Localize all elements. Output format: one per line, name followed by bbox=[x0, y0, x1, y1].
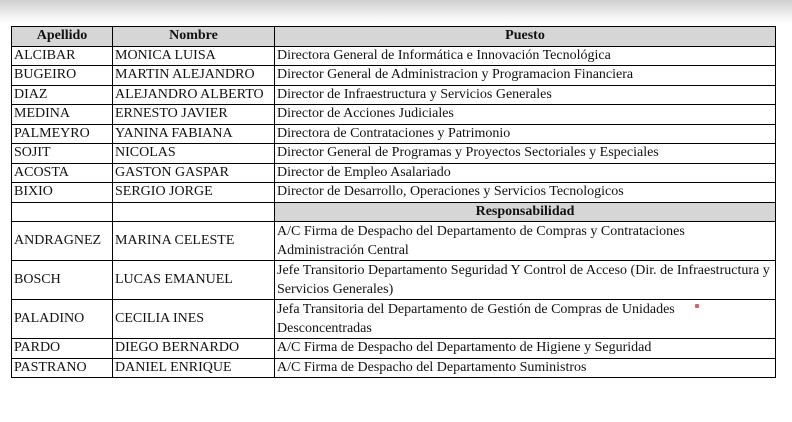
apellido-cell: ANDRAGNEZ bbox=[12, 222, 113, 261]
table-row bbox=[12, 144, 776, 164]
puesto-cell: Director de Desarrollo, Operaciones y Servicios Tecnologicos bbox=[275, 183, 776, 203]
apellido-cell: PARDO bbox=[12, 339, 113, 359]
table-row bbox=[12, 46, 776, 66]
responsabilidad-header-row bbox=[12, 202, 776, 222]
apellido-cell: SOJIT bbox=[12, 144, 113, 164]
apellido-cell: BOSCH bbox=[12, 261, 113, 300]
puesto-cell: Directora de Contrataciones y Patrimonio bbox=[275, 124, 776, 144]
table-row bbox=[12, 358, 776, 378]
empty-cell bbox=[113, 202, 275, 222]
red-mark bbox=[695, 304, 699, 308]
column-header-responsabilidad: Responsabilidad bbox=[275, 202, 776, 222]
responsabilidad-cell: A/C Firma de Despacho del Departamento de Higiene y Seguridad bbox=[275, 339, 776, 359]
nombre-cell: ERNESTO JAVIER bbox=[113, 105, 275, 125]
column-header-puesto: Puesto bbox=[275, 27, 776, 47]
apellido-cell: ACOSTA bbox=[12, 163, 113, 183]
responsabilidad-cell: A/C Firma de Despacho del Departamento Suministros bbox=[275, 358, 776, 378]
table-row bbox=[12, 105, 776, 125]
nombre-cell: DANIEL ENRIQUE bbox=[113, 358, 275, 378]
apellido-cell: ALCIBAR bbox=[12, 46, 113, 66]
column-header-nombre: Nombre bbox=[113, 27, 275, 47]
nombre-cell: GASTON GASPAR bbox=[113, 163, 275, 183]
nombre-cell: MARINA CELESTE bbox=[113, 222, 275, 261]
puesto-cell: Director de Infraestructura y Servicios Generales bbox=[275, 85, 776, 105]
apellido-cell: PALMEYRO bbox=[12, 124, 113, 144]
nombre-cell: MONICA LUISA bbox=[113, 46, 275, 66]
nombre-cell: LUCAS EMANUEL bbox=[113, 261, 275, 300]
table-row bbox=[12, 124, 776, 144]
table-row bbox=[12, 300, 776, 339]
puesto-cell: Director General de Programas y Proyectos Sectoriales y Especiales bbox=[275, 144, 776, 164]
puesto-cell: Director de Empleo Asalariado bbox=[275, 163, 776, 183]
puesto-cell: Director General de Administracion y Programacion Financiera bbox=[275, 66, 776, 86]
table-row bbox=[12, 183, 776, 203]
nombre-cell: DIEGO BERNARDO bbox=[113, 339, 275, 359]
header-row bbox=[12, 27, 776, 47]
empty-cell bbox=[12, 202, 113, 222]
nombre-cell: SERGIO JORGE bbox=[113, 183, 275, 203]
nombre-cell: YANINA FABIANA bbox=[113, 124, 275, 144]
table-row bbox=[12, 163, 776, 183]
top-shadow bbox=[0, 0, 792, 24]
table-row bbox=[12, 222, 776, 261]
responsabilidad-cell: Jefe Transitorio Departamento Seguridad Y Control de Acceso (Dir. de Infraestructura y Servicios Generales) bbox=[275, 261, 776, 300]
nombre-cell: CECILIA INES bbox=[113, 300, 275, 339]
apellido-cell: BIXIO bbox=[12, 183, 113, 203]
responsabilidad-cell: Jefa Transitoria del Departamento de Gestión de Compras de Unidades Desconcentradas bbox=[275, 300, 776, 339]
nombre-cell: MARTIN ALEJANDRO bbox=[113, 66, 275, 86]
apellido-cell: PALADINO bbox=[12, 300, 113, 339]
nombre-cell: NICOLAS bbox=[113, 144, 275, 164]
table-row bbox=[12, 261, 776, 300]
table-row bbox=[12, 85, 776, 105]
staff-table bbox=[11, 26, 776, 378]
apellido-cell: MEDINA bbox=[12, 105, 113, 125]
apellido-cell: PASTRANO bbox=[12, 358, 113, 378]
apellido-cell: DIAZ bbox=[12, 85, 113, 105]
column-header-apellido: Apellido bbox=[12, 27, 113, 47]
responsabilidad-cell: A/C Firma de Despacho del Departamento de Compras y Contrataciones Administración Central bbox=[275, 222, 776, 261]
puesto-cell: Director de Acciones Judiciales bbox=[275, 105, 776, 125]
puesto-cell: Directora General de Informática e Innovación Tecnológica bbox=[275, 46, 776, 66]
table-row bbox=[12, 339, 776, 359]
table-row bbox=[12, 66, 776, 86]
apellido-cell: BUGEIRO bbox=[12, 66, 113, 86]
nombre-cell: ALEJANDRO ALBERTO bbox=[113, 85, 275, 105]
